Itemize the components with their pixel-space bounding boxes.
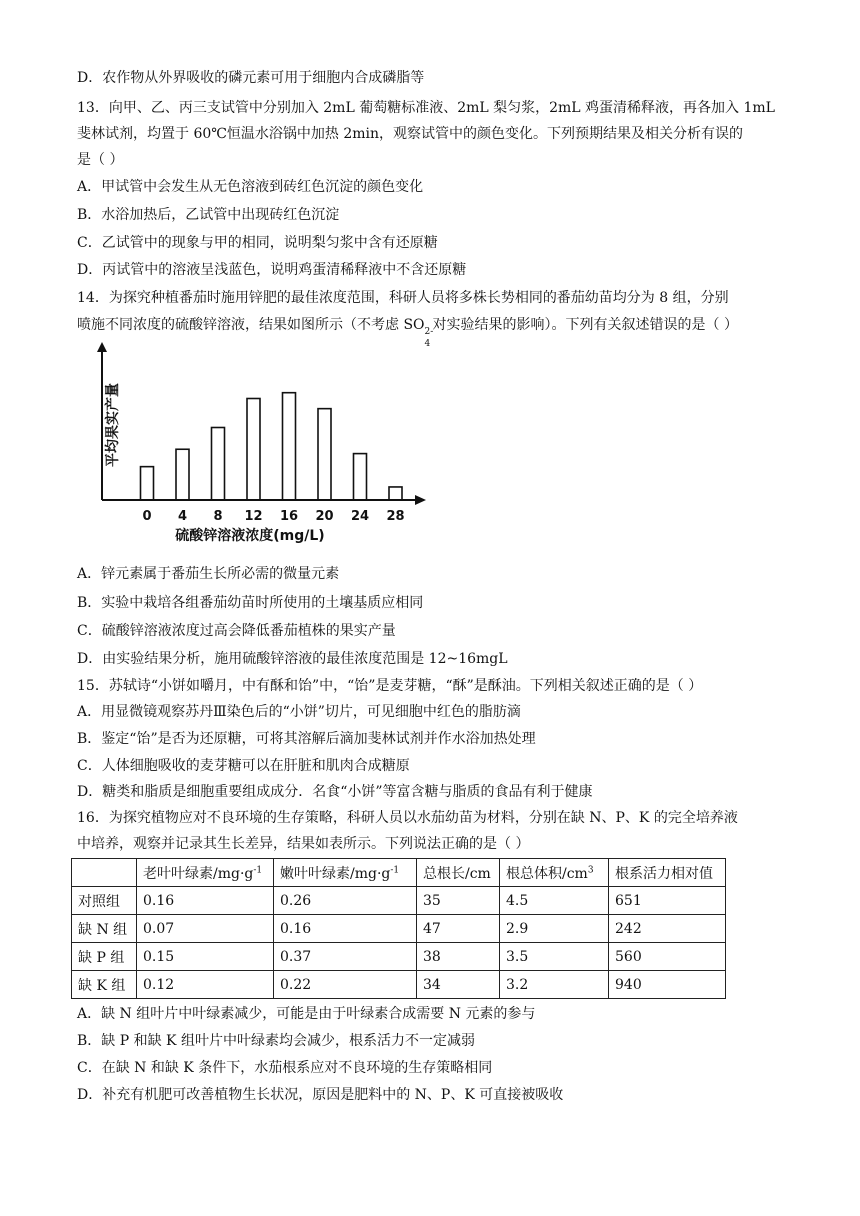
table-cell: 0.16: [137, 887, 274, 915]
table-cell: 940: [609, 971, 726, 999]
table-cell: 对照组: [72, 887, 137, 915]
x-tick-label: 28: [386, 509, 405, 524]
q14-stem-line-1: 14．为探究种植番茄时施用锌肥的最佳浓度范围，科研人员将多株长势相同的番茄幼苗均分为 8 组，分别: [77, 290, 729, 306]
q16-option-b: B．缺 P 和缺 K 组叶片中叶绿素均会减少，根系活力不一定减弱: [77, 1033, 475, 1049]
table-cell: 3.5: [500, 943, 609, 971]
bar-8: [212, 428, 225, 501]
x-tick-label: 16: [279, 509, 299, 524]
x-axis-label: 硫酸锌溶液浓度(mg/L): [175, 528, 325, 544]
bar-20: [318, 409, 331, 500]
q14-option-c: C．硫酸锌溶液浓度过高会降低番茄植株的果实产量: [77, 623, 396, 639]
table-cell: 0.16: [274, 915, 417, 943]
table-header-cell: 根系活力相对值: [609, 859, 726, 887]
x-tick-label: 0: [142, 509, 152, 524]
q15-option-d: D．糖类和脂质是细胞重要组成成分．名食“小饼”等富含糖与脂质的食品有利于健康: [77, 784, 593, 800]
q13-stem-line-3: 是（ ）: [77, 152, 124, 168]
table-cell: 4.5: [500, 887, 609, 915]
q13-option-c: C．乙试管中的现象与甲的相同，说明梨匀浆中含有还原糖: [77, 235, 438, 251]
q16-stem-line-2: 中培养，观察并记录其生长差异，结果如表所示。下列说法正确的是（ ）: [77, 836, 530, 852]
table-cell: 38: [417, 943, 500, 971]
x-tick-label: 4: [177, 509, 188, 524]
q14-stem-line-2: 喷施不同浓度的硫酸锌溶液，结果如图所示（不考虑 SO 2- 4 对实验结果的影响）。下列有关叙述错误的是（ ）: [77, 317, 738, 349]
bar-4: [176, 449, 189, 500]
table-row: [72, 915, 726, 943]
q15-stem: 15．苏轼诗“小饼如嚼月，中有酥和饴”中，“饴”是麦芽糖，“酥”是酥油。下列相关叙述正确的是（ ）: [77, 678, 703, 694]
q16-stem-line-1: 16．为探究植物应对不良环境的生存策略，科研人员以水茄幼苗为材料，分别在缺 N、P、K 的完全培养液: [77, 810, 738, 826]
table-header-cell: 嫩叶叶绿素$/mg\cdot g^{-1}$: [274, 859, 417, 887]
q13-option-a: A．甲试管中会发生从无色溶液到砖红色沉淀的颜色变化: [77, 179, 424, 195]
q16-option-a: A．缺 N 组叶片中叶绿素减少，可能是由于叶绿素合成需要 N 元素的参与: [77, 1006, 536, 1022]
table-cell: 35: [417, 887, 500, 915]
table-cell: 2.9: [500, 915, 609, 943]
table-cell: 242: [609, 915, 726, 943]
x-tick-label: 24: [350, 509, 370, 524]
bar-28: [389, 487, 402, 500]
q13-stem-line-2: 斐林试剂，均置于 60℃恒温水浴锅中加热 2min，观察试管中的颜色变化。下列预期结果及相关分析有误的: [77, 126, 744, 142]
q12-option-d: D．农作物从外界吸收的磷元素可用于细胞内合成磷脂等: [77, 70, 425, 86]
table-cell: 缺 N 组: [72, 915, 137, 943]
table-cell: 651: [609, 887, 726, 915]
q15-option-b: B．鉴定“饴”是否为还原糖，可将其溶解后滴加斐林试剂并作水浴加热处理: [77, 731, 536, 747]
q16-option-d: D．补充有机肥可改善植物生长状况，原因是肥料中的 N、P、K 可直接被吸收: [77, 1087, 564, 1103]
table-cell: 0.22: [274, 971, 417, 999]
q14-option-a: A．锌元素属于番茄生长所必需的微量元素: [77, 566, 340, 582]
bar-12: [247, 399, 260, 501]
bar-24: [354, 454, 367, 500]
x-axis-arrow: [415, 495, 426, 505]
q15-option-a: A．用显微镜观察苏丹Ⅲ染色后的“小饼”切片，可见细胞中红色的脂肪滴: [77, 704, 521, 720]
table-cell: 0.26: [274, 887, 417, 915]
table-row: [72, 971, 726, 999]
y-axis-arrow: [97, 342, 107, 352]
table-cell: 0.37: [274, 943, 417, 971]
table-header-cell: 老叶叶绿素$/mg\cdot g^{-1}$: [137, 859, 274, 887]
table-cell: 缺 P 组: [72, 943, 137, 971]
table-cell: 560: [609, 943, 726, 971]
q16-results-table: [71, 858, 726, 999]
table-cell: 0.07: [137, 915, 274, 943]
table-cell: 0.12: [137, 971, 274, 999]
q13-option-d: D．丙试管中的溶液呈浅蓝色，说明鸡蛋清稀释液中不含还原糖: [77, 262, 467, 278]
y-axis-label: 平均果实产量: [105, 383, 121, 467]
q15-option-c: C．人体细胞吸收的麦芽糖可以在肝脏和肌肉合成糖原: [77, 758, 410, 774]
q14-option-d: D．由实验结果分析，施用硫酸锌溶液的最佳浓度范围是 12~16mgL: [77, 651, 508, 667]
table-row: [72, 943, 726, 971]
x-tick-label: 12: [244, 509, 263, 524]
bar-0: [141, 467, 154, 500]
q16-option-c: C．在缺 N 和缺 K 条件下，水茄根系应对不良环境的生存策略相同: [77, 1060, 493, 1076]
table-header-cell: [72, 859, 137, 887]
x-tick-label: 20: [315, 509, 334, 524]
table-header-cell: 根总体积$/cm^3$: [500, 859, 609, 887]
zinc-sulfate-bar-chart: [82, 340, 442, 550]
table-row: [72, 887, 726, 915]
q14-option-b: B．实验中栽培各组番茄幼苗时所使用的土壤基质应相同: [77, 595, 424, 611]
q13-stem-line-1: 13．向甲、乙、丙三支试管中分别加入 2mL 葡萄糖标准液、2mL 梨匀浆，2mL 鸡蛋清稀释液，再各加入 1mL: [77, 100, 775, 116]
table-cell: 0.15: [137, 943, 274, 971]
table-cell: 34: [417, 971, 500, 999]
table-cell: 缺 K 组: [72, 971, 137, 999]
x-tick-label: 8: [213, 509, 223, 524]
table-header-row: [72, 859, 726, 887]
table-cell: 3.2: [500, 971, 609, 999]
table-header-cell: 总根长/cm: [417, 859, 500, 887]
bar-16: [283, 393, 296, 500]
table-cell: 47: [417, 915, 500, 943]
q13-option-b: B．水浴加热后，乙试管中出现砖红色沉淀: [77, 207, 340, 223]
